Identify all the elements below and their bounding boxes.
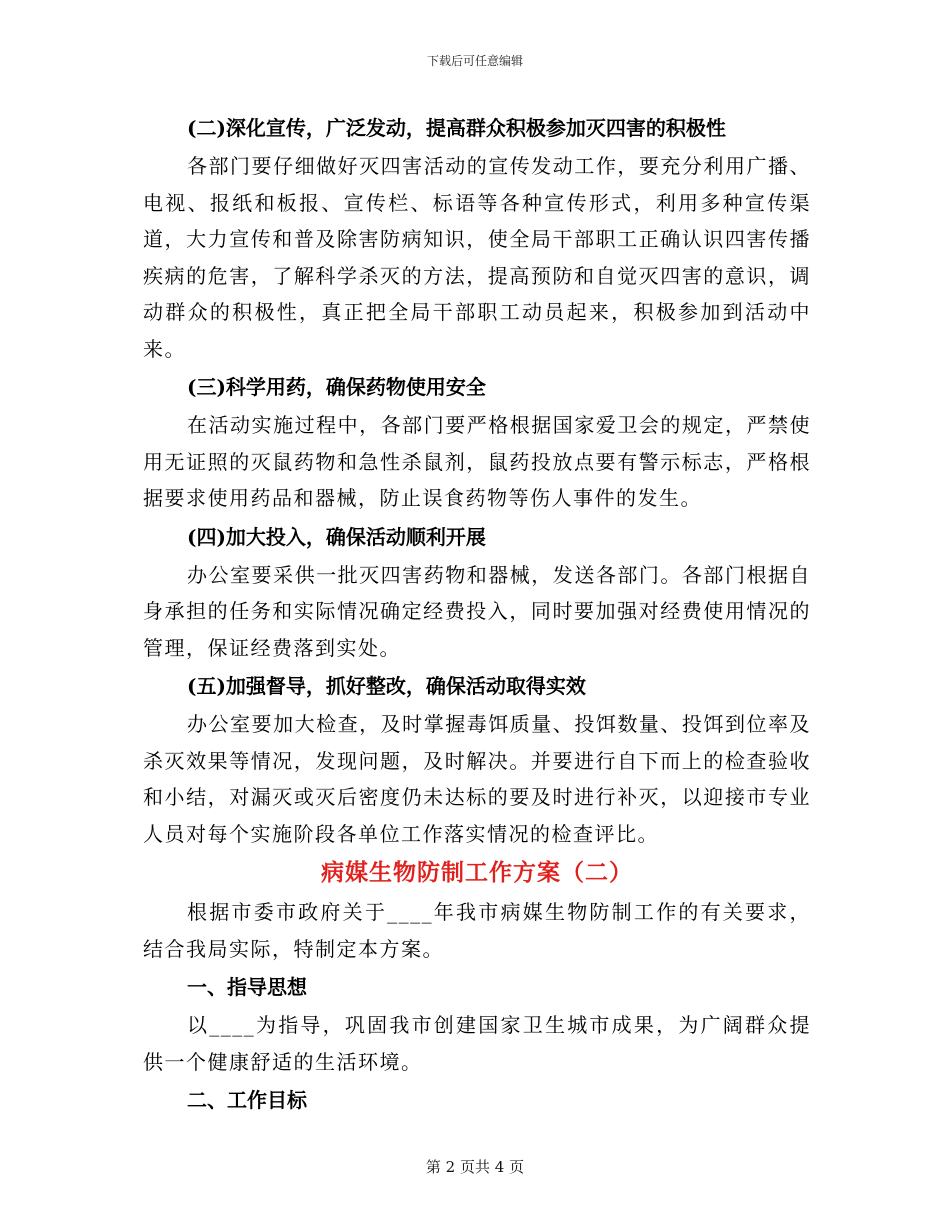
- document-body: [143, 110, 811, 1120]
- section-heading-3: (三)科学用药，确保药物使用安全: [187, 375, 486, 399]
- intro-paragraph: 根据市委市政府关于____年我市病媒生物防制工作的有关要求，结合我局实际，特制定本方案。: [143, 900, 811, 961]
- section-heading-2: (二)深化宣传，广泛发动，提高群众积极参加灭四害的积极性: [187, 116, 726, 140]
- document-title: 病媒生物防制工作方案（二）: [321, 859, 633, 886]
- part-body-guiding-ideology: 以____为指导，巩固我市创建国家卫生城市成果，为广阔群众提供一个健康舒适的生活环境。: [143, 1013, 811, 1074]
- part-heading-guiding-ideology: 一、指导思想: [187, 975, 307, 999]
- section-heading-4: (四)加大投入，确保活动顺利开展: [187, 524, 486, 549]
- section-body-5: 办公室要加大检查，及时掌握毒饵质量、投饵数量、投饵到位率及杀灭效果等情况，发现问题，及时解决。并要进行自下而上的检查验收和小结，对漏灭或灭后密度仍未达标的要及时进行补灭，以迎接市专业人员对每个实施阶段各单位工作落实情况的检查评比。: [143, 712, 811, 846]
- section-body-4: 办公室要采供一批灭四害药物和器械，发送各部门。各部门根据自身承担的任务和实际情况确定经费投入，同时要加强对经费使用情况的管理，保证经费落到实处。: [143, 562, 811, 660]
- page-header: 下载后可任意编辑: [426, 54, 523, 68]
- section-body-2: 各部门要仔细做好灭四害活动的宣传发动工作，要充分利用广播、电视、报纸和板报、宣传栏、标语等各种宣传形式，利用多种宣传渠道，大力宣传和普及除害防病知识，使全局干部职工正确认识四害传播疾病的危害，了解科学杀灭的方法，提高预防和自觉灭四害的意识，调动群众的积极性，真正把全局干部职工动员起来，积极参加到活动中来。: [143, 154, 811, 361]
- part-heading-work-goals: 二、工作目标: [187, 1088, 307, 1112]
- section-body-3: 在活动实施过程中，各部门要严格根据国家爱卫会的规定，严禁使用无证照的灭鼠药物和急性杀鼠剂，鼠药投放点要有警示标志，严格根据要求使用药品和器械，防止误食药物等伤人事件的发生。: [143, 413, 811, 510]
- section-heading-5: (五)加强督导，抓好整改，确保活动取得实效: [187, 674, 586, 698]
- page-footer: 第 2 页共 4 页: [425, 1158, 525, 1176]
